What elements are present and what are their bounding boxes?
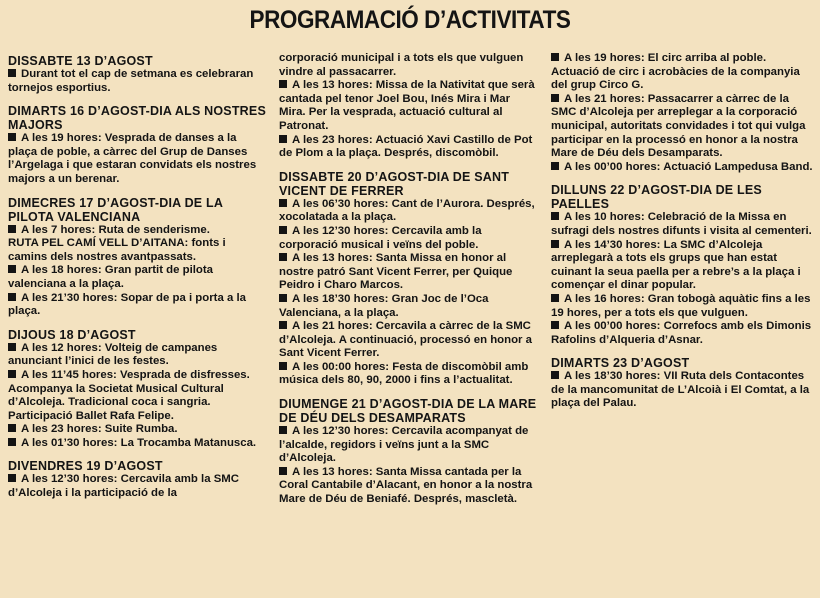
activity-item: A les 16 hores: Gran tobogà aquàtic fins a les 19 hores, per a tots els que vulguen. bbox=[551, 293, 813, 320]
activity-item: A les 18 hores: Gran partit de pilota valenciana a la plaça. bbox=[8, 264, 266, 291]
activity-item: A les 19 hores: Vesprada de danses a la plaça de poble, a càrrec del Grup de Danses l’Argelaga i que estaran convidats els nostres majors a un berenar. bbox=[8, 132, 266, 186]
activity-item: A les 11’45 hores: Vesprada de disfresses. Acompanya la Societat Musical Cultural d’Alcoleja. Tradicional coca i sangria. Participació Ballet Rafa Felipe. bbox=[8, 369, 266, 423]
day-heading: DIVENDRES 19 D’AGOST bbox=[8, 459, 163, 474]
activity-item: A les 01’30 hores: La Trocamba Matanusca. bbox=[8, 437, 266, 451]
day-heading: DIJOUS 18 D’AGOST bbox=[8, 327, 136, 342]
day-heading: DISSABTE 13 D’AGOST bbox=[8, 54, 153, 68]
program-day bbox=[279, 397, 537, 507]
activity-item: A les 13 hores: Missa de la Nativitat que serà cantada pel tenor Joel Bou, Inés Mira i Mar Mira. Per la vesprada, actuació cultural al Patronat. bbox=[279, 79, 537, 133]
activity-item: corporació municipal i a tots els que vulguen vindre al passacarrer. bbox=[279, 52, 524, 78]
activity-item: A les 12’30 hores: Cercavila amb la SMC d’Alcoleja i la participació de la bbox=[8, 473, 266, 500]
program-day bbox=[279, 52, 537, 161]
activity-item: A les 14’30 hores: La SMC d’Alcoleja arreplegarà a tots els grups que han estat cuinant la seua paella per a rebre’s a la plaça i començar el dinar popular. bbox=[551, 239, 813, 293]
program-day bbox=[8, 459, 266, 500]
column-1 bbox=[8, 54, 266, 510]
day-heading: DISSABTE 20 D’AGOST-DIA DE SANT VICENT DE FERRER bbox=[279, 169, 510, 198]
activity-item: A les 7 hores: Ruta de senderisme. bbox=[8, 224, 266, 238]
program-day bbox=[8, 196, 266, 319]
program-day bbox=[8, 104, 266, 186]
column-2 bbox=[279, 52, 537, 516]
activity-item: A les 06’30 hores: Cant de l’Aurora. Després, xocolatada a la plaça. bbox=[279, 198, 537, 225]
activity-item: A les 00’00 hores: Actuació Lampedusa Band. bbox=[551, 161, 813, 175]
program-day bbox=[551, 356, 813, 411]
day-heading: DILLUNS 22 D’AGOST-DIA DE LES PAELLES bbox=[551, 183, 762, 212]
program-day bbox=[8, 328, 266, 451]
activity-item: A les 19 hores: El circ arriba al poble. Actuació de circ i acrobàcies de la companyia del grup Circo G. bbox=[551, 52, 813, 93]
activity-item: A les 12 hores: Volteig de campanes anunciant l’inici de les festes. bbox=[8, 342, 266, 369]
activity-item: A les 10 hores: Celebració de la Missa en sufragi dels nostres difunts i visita al cementeri. bbox=[551, 211, 812, 237]
program-day bbox=[551, 183, 813, 347]
activity-item: A les 18’30 hores: Gran Joc de l’Oca Valenciana, a la plaça. bbox=[279, 293, 537, 320]
day-heading: DIMECRES 17 D’AGOST-DIA DE LA PILOTA VALENCIANA bbox=[8, 195, 223, 224]
activity-item: A les 21’30 hores: Sopar de pa i porta a la plaça. bbox=[8, 292, 266, 319]
program-day bbox=[8, 54, 266, 95]
activity-item: A les 21 hores: Cercavila a càrrec de la SMC d’Alcoleja. A continuació, processó en honor a Sant Vicent Ferrer. bbox=[279, 320, 537, 361]
program-day bbox=[551, 52, 813, 174]
activity-item: A les 23 hores: Actuació Xavi Castillo de Pot de Plom a la plaça. Després, discomòbil. bbox=[279, 134, 537, 161]
activity-item: A les 13 hores: Santa Missa cantada per la Coral Cantabile d’Alacant, en honor a la nostra Mare de Déu de Beniafé. Després, mascletà. bbox=[279, 466, 537, 507]
program-day bbox=[279, 170, 537, 388]
activity-item: RUTA PEL CAMÍ VELL D’AITANA: fonts i camins dels nostres avantpassats. bbox=[8, 237, 226, 263]
activity-item: A les 12’30 hores: Cercavila acompanyat de l’alcalde, regidors i veïns junt a la SMC d’Alcoleja. bbox=[279, 425, 537, 466]
page-title: PROGRAMACIÓ D’ACTIVITATS bbox=[249, 6, 571, 34]
activity-item: Durant tot el cap de setmana es celebraran tornejos esportius. bbox=[8, 68, 266, 95]
activity-item: A les 13 hores: Santa Missa en honor al nostre patró Sant Vicent Ferrer, per Quique Peidro i Charo Marcos. bbox=[279, 252, 537, 293]
day-heading: DIUMENGE 21 D’AGOST-DIA DE LA MARE DE DÉU DELS DESAMPARATS bbox=[279, 397, 537, 426]
activity-item: A les 18’30 hores: VII Ruta dels Contacontes de la mancomunitat de L’Alcoià i El Comtat, a la plaça del Palau. bbox=[551, 370, 813, 411]
activity-item: A les 00’00 hores: Correfocs amb els Dimonis Rafolins d’Alqueria d’Asnar. bbox=[551, 320, 812, 346]
day-heading: DIMARTS 16 D’AGOST-DIA ALS NOSTRES MAJORS bbox=[8, 104, 266, 133]
activity-item: A les 00:00 hores: Festa de discomòbil amb música dels 80, 90, 2000 i fins a l’actualitat. bbox=[279, 361, 537, 388]
activity-item: A les 23 hores: Suite Rumba. bbox=[8, 423, 266, 437]
column-3 bbox=[551, 52, 813, 420]
day-heading: DIMARTS 23 D’AGOST bbox=[551, 356, 690, 371]
activity-item: A les 12’30 hores: Cercavila amb la corporació musical i veïns del poble. bbox=[279, 225, 537, 252]
activity-item: A les 21 hores: Passacarrer a càrrec de la SMC d’Alcoleja per arreplegar a la corporació municipal, autoritats convidades i tot qui vulga participar en la processó en honor a la nostra Mare de Déu dels Desamparats. bbox=[551, 93, 813, 161]
